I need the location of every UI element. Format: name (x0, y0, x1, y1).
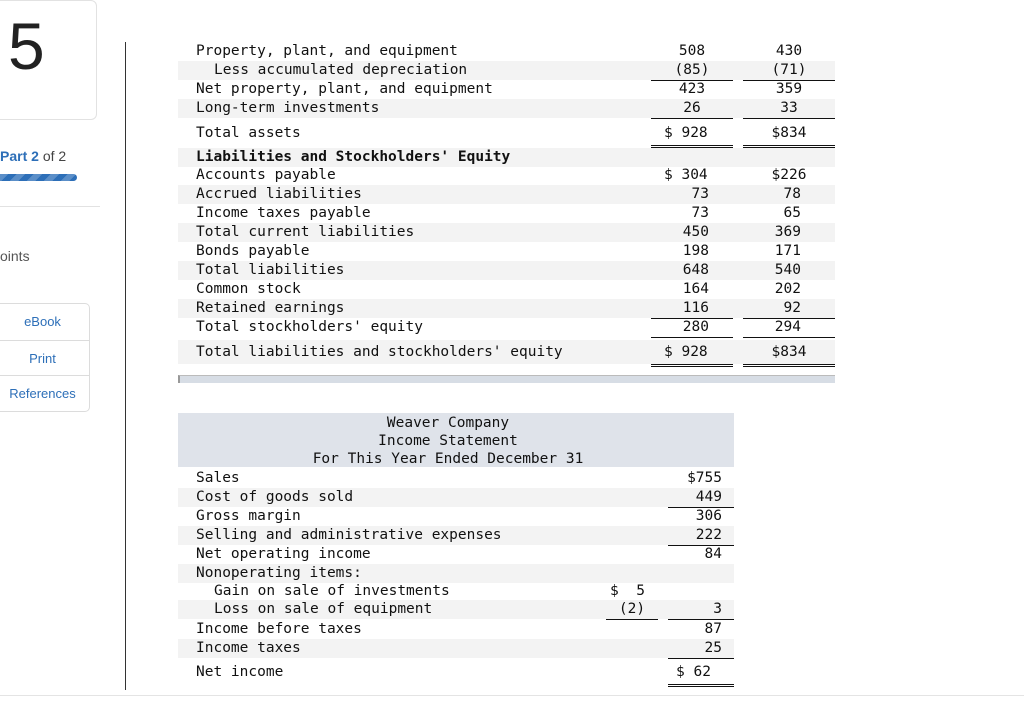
table-row: Loss on sale of equipment (2) 3 (178, 600, 734, 619)
points-label: oints (0, 248, 30, 264)
footer-divider (0, 695, 1024, 696)
table-row: Net income $ 62 (178, 660, 734, 684)
income-statement-header (178, 413, 734, 467)
section-heading: Liabilities and Stockholders' Equity (196, 149, 511, 165)
print-button[interactable]: Print (0, 340, 89, 376)
table-footer-bar (178, 375, 835, 383)
table-row: Income before taxes 87 (196, 621, 722, 637)
table-row: Accrued liabilities 73 78 (178, 185, 835, 204)
table-row: Property, plant, and equipment 508 430 (196, 43, 803, 59)
table-row: Bonds payable 198 171 (178, 242, 835, 261)
resource-buttons (0, 303, 90, 412)
ebook-button[interactable]: eBook (24, 314, 61, 329)
table-row: Common stock 164 202 (196, 281, 801, 297)
table-row: Retained earnings 116 92 (178, 299, 835, 318)
table-row: Nonoperating items: (178, 564, 734, 583)
table-row: Total stockholders' equity 280 294 (178, 318, 835, 337)
table-row: Income taxes 25 (178, 639, 734, 658)
part-indicator: Part 2 of 2 (0, 148, 67, 164)
table-row: Total current liabilities 450 369 (178, 223, 835, 242)
table-row: Gain on sale of investments $ 5 (214, 583, 645, 599)
table-row: Less accumulated depreciation (85) (71) (178, 61, 835, 80)
question-number: 5 (8, 9, 45, 83)
company-name: Weaver Company (386, 415, 510, 431)
table-row: Long-term investments 26 33 (178, 99, 835, 118)
table-row: Total liabilities and stockholders' equity $ 928 $834 (178, 340, 835, 364)
table-row: Net operating income 84 (196, 546, 722, 562)
content-divider (125, 42, 126, 690)
table-row: Selling and administrative expenses 222 (178, 526, 734, 545)
question-number-box (0, 0, 97, 120)
table-row: Gross margin 306 (196, 508, 722, 524)
part-progress-bar (0, 174, 77, 181)
table-row: Cost of goods sold 449 (178, 488, 734, 507)
divider (0, 206, 100, 207)
table-row: Income taxes payable 73 65 (178, 204, 835, 223)
table-row (178, 148, 835, 167)
table-row: Accounts payable $ 304 $226 (196, 167, 807, 183)
statement-title: Income Statement (378, 433, 518, 449)
table-row: Net property, plant, and equipment 423 359 (196, 81, 803, 97)
table-row: Sales $755 (196, 470, 722, 486)
statement-period: For This Year Ended December 31 (312, 451, 584, 467)
table-row: Total liabilities 648 540 (178, 261, 835, 280)
references-button[interactable]: References (0, 375, 89, 411)
question-sidebar (0, 0, 126, 690)
table-row: Total assets $ 928 $834 (178, 122, 835, 145)
